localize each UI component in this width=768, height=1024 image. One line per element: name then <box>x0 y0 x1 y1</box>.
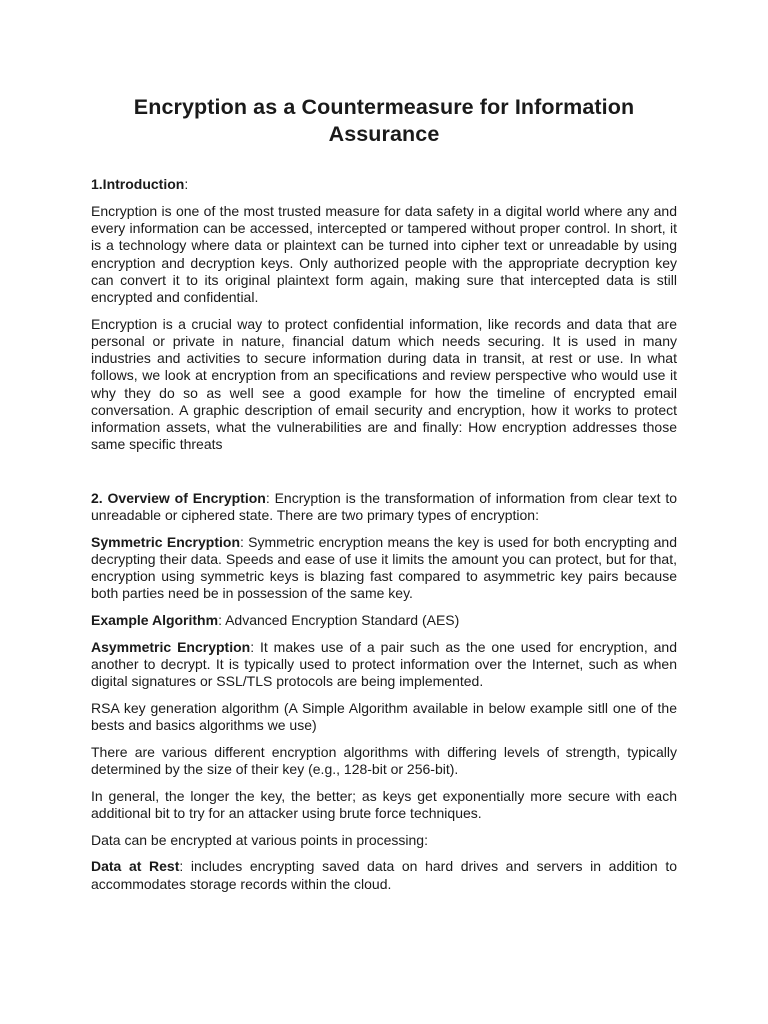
document-page <box>91 94 677 902</box>
overview-text: : Encryption is the transformation of information from clear text to unreadable or ciphered state. There are two primary types of encryption: <box>91 489 677 524</box>
longer-key-paragraph: In general, the longer the key, the better; as keys get exponentially more secure with each additional bit to try for an attacker using brute force techniques. <box>91 787 677 821</box>
data-at-rest-label: Data at Rest <box>91 858 180 875</box>
overview-paragraph <box>91 490 677 524</box>
asymmetric-label: Asymmetric Encryption <box>91 638 251 655</box>
introduction-paragraph-2: Encryption is a crucial way to protect confidential information, like records and data that are personal or private in nature, financial datum which needs securing. It is used in many industries and activities to secure information during data in transit, at rest or use. In what follows, we look at encryption from an specifications and review perspective who would use it why they do so as well see a good example for how the timeline of encrypted email conversation. A graphic description of email security and encryption, how it works to protect information assets, what the vulnerabilities are and finally: How encryption addresses those same specific threats <box>91 315 677 453</box>
data-at-rest-paragraph <box>91 858 677 892</box>
asymmetric-paragraph <box>91 639 677 691</box>
symmetric-label: Symmetric Encryption <box>91 533 240 550</box>
data-at-rest-text: : includes encrypting saved data on hard drives and servers in addition to accommodates storage records within the cloud. <box>91 858 678 892</box>
symmetric-text: : Symmetric encryption means the key is used for both encrypting and decrypting their data. Speeds and ease of use it limits the amount you can protect, but for that, encryption using symmetric keys is blazing fast compared to asymmetric key pairs because both parties need be in possession of the same key. <box>91 533 677 602</box>
introduction-heading-label: 1.Introduction <box>91 176 185 192</box>
introduction-heading <box>91 176 677 193</box>
symmetric-paragraph <box>91 534 677 603</box>
section-spacer <box>91 463 677 490</box>
rsa-paragraph: RSA key generation algorithm (A Simple Algorithm available in below example sitll one of the bests and basics algorithms we use) <box>91 699 677 734</box>
example-text: : Advanced Encryption Standard (AES) <box>218 612 460 629</box>
document-title: Encryption as a Countermeasure for Information Assurance <box>133 95 635 146</box>
introduction-paragraph-1: Encryption is one of the most trusted measure for data safety in a digital world where any and every information can be accessed, intercepted or tampered without proper control. In short, it is a technology where data or plaintext can be turned into cipher text or unreadable by using encryption and decryption keys. Only authorized people with the appropriate decryption key can convert it to its original plaintext form again, making sure that intercepted data is still encrypted and confidential. <box>91 203 677 306</box>
processing-points-paragraph: Data can be encrypted at various points in processing: <box>91 831 428 848</box>
key-strength-paragraph: There are various different encryption algorithms with differing levels of strength, typically determined by the size of their key (e.g., 128-bit or 256-bit). <box>91 743 677 777</box>
example-label: Example Algorithm <box>91 612 219 629</box>
example-paragraph <box>91 612 677 629</box>
overview-heading: 2. Overview of Encryption <box>91 489 266 506</box>
introduction-heading-colon: : <box>184 176 189 192</box>
asymmetric-text: : It makes use of a pair such as the one used for encryption, and another to decrypt. It is typically used to protect information over the Internet, such as when digital signatures or SSL/TLS protocols are being implemented. <box>91 638 677 690</box>
